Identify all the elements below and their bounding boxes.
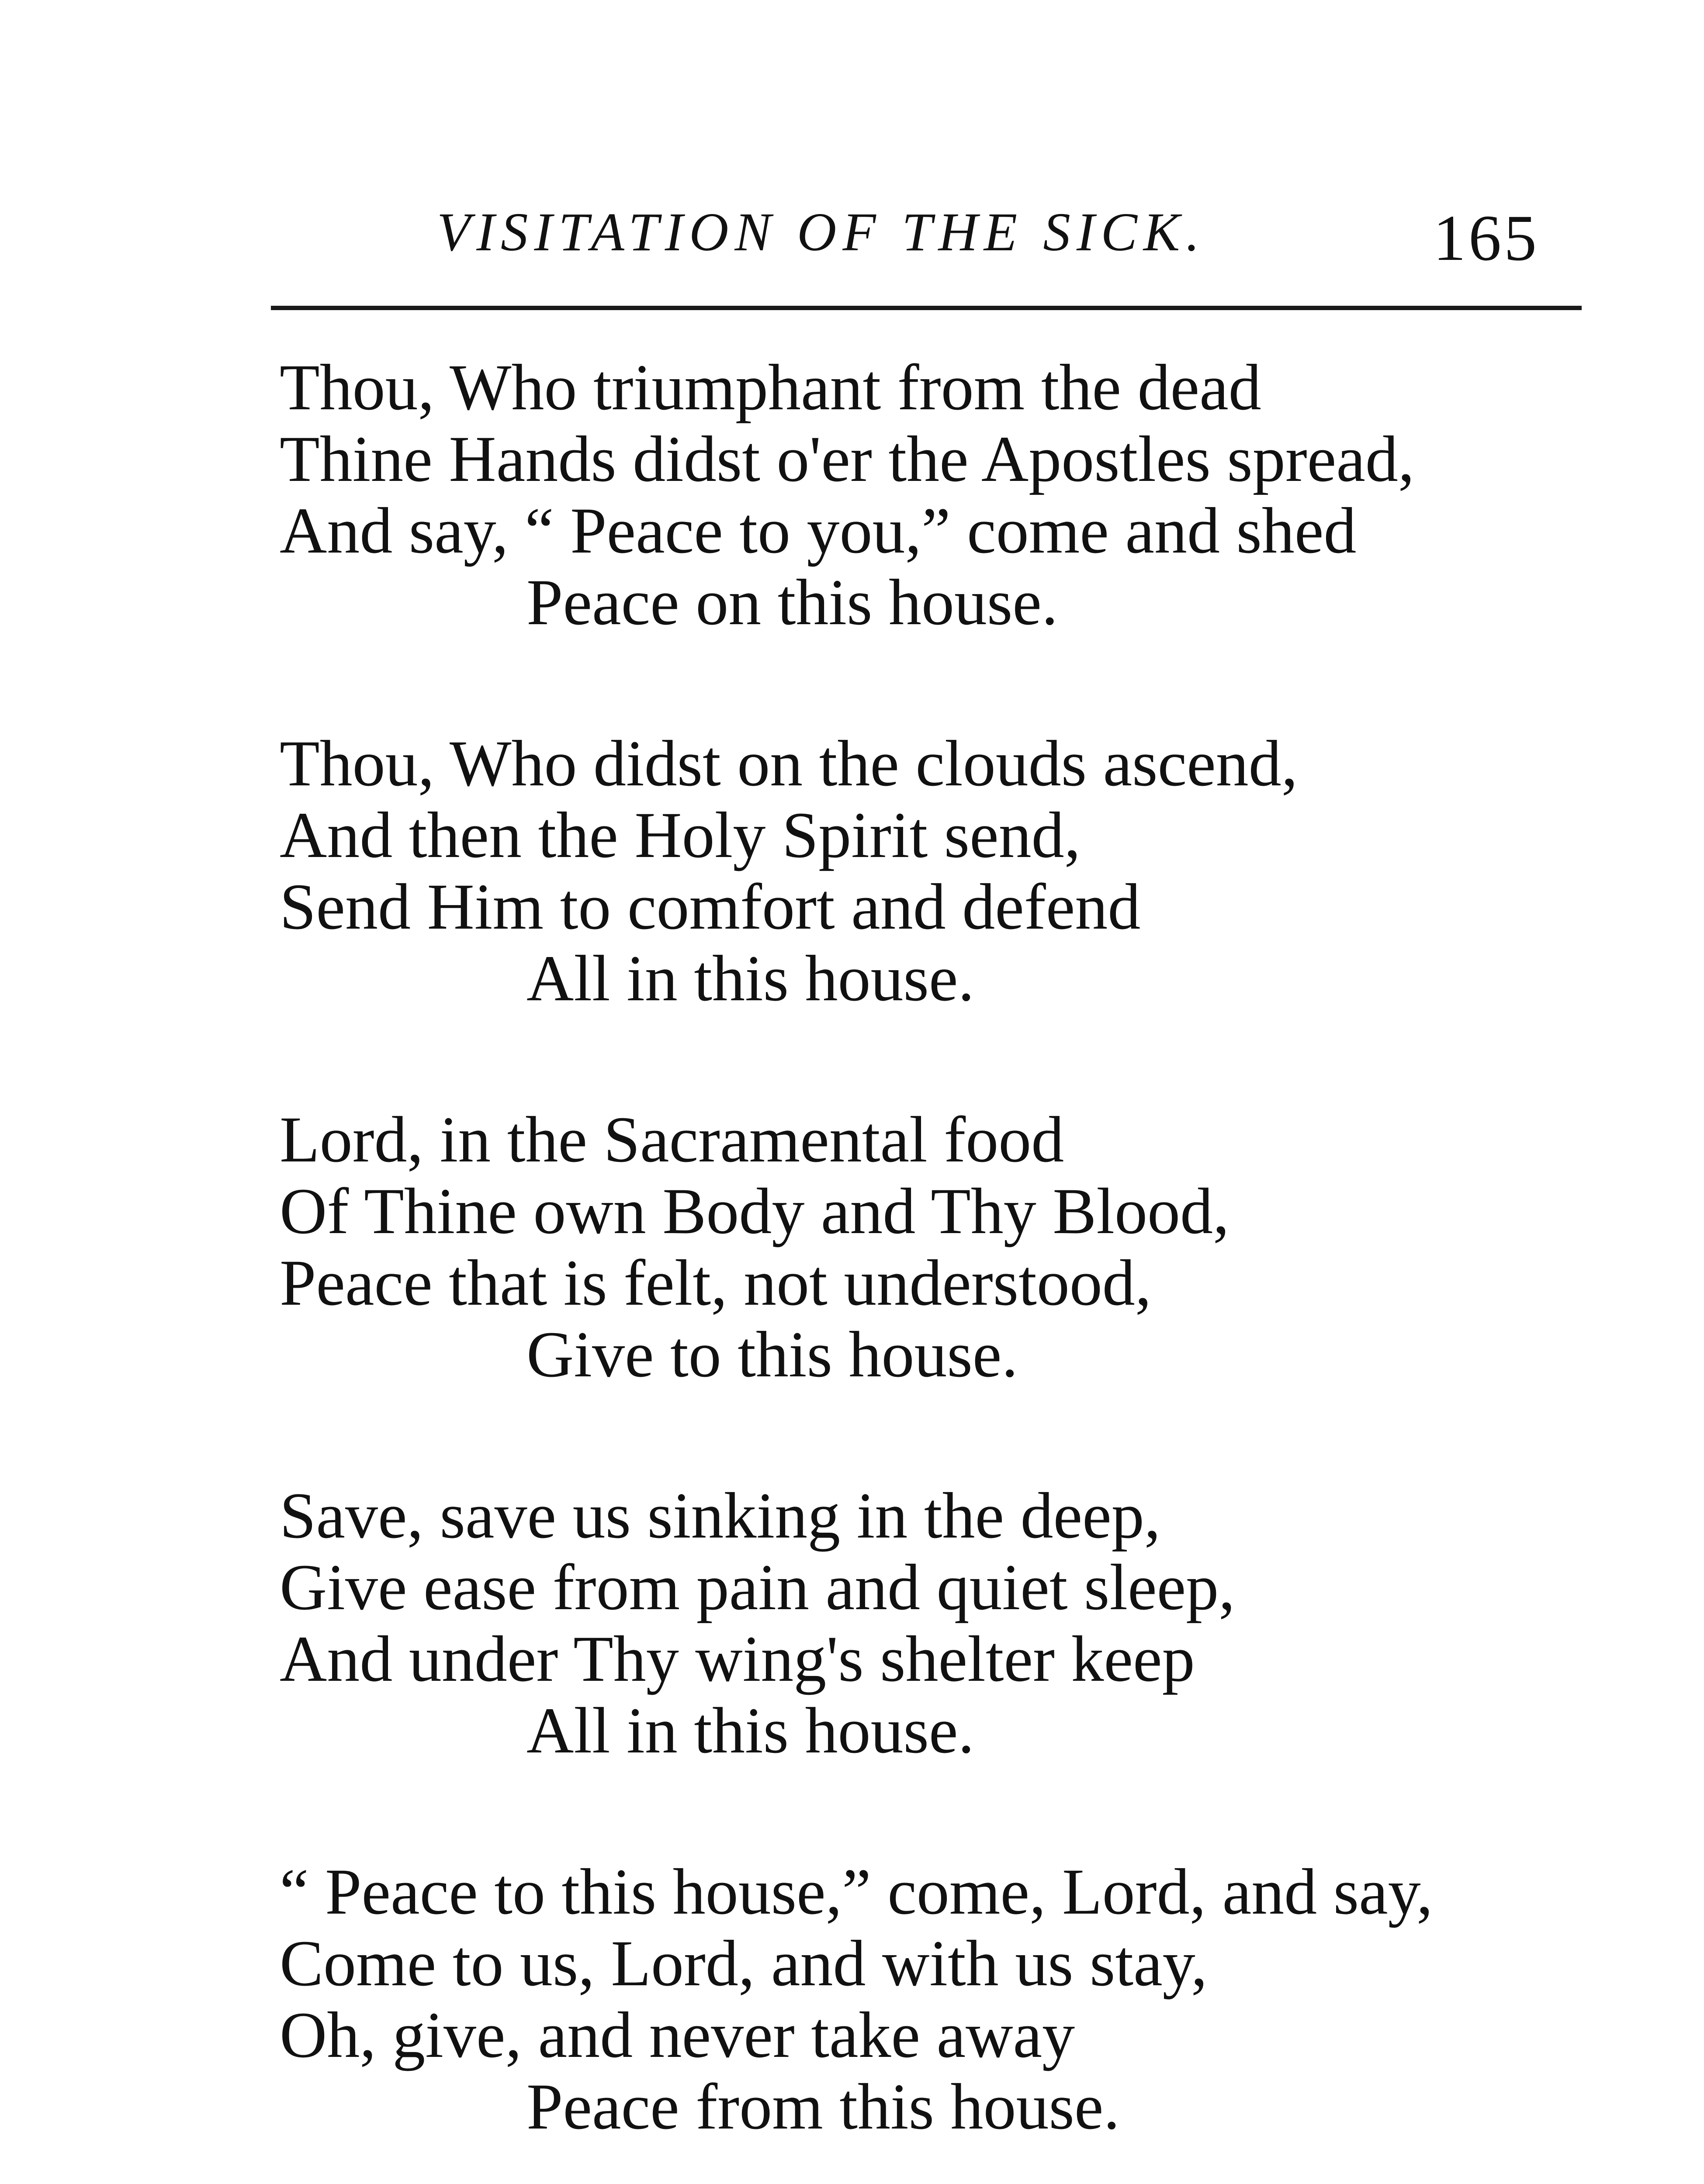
stanza — [280, 352, 1590, 638]
verse-line: Thou, Who didst on the clouds ascend, — [280, 727, 1298, 800]
stanza — [280, 1856, 1590, 2143]
verse-line: “ Peace to this house,” come, Lord, and say, — [280, 1856, 1433, 1928]
verse-line: Come to us, Lord, and with us stay, — [280, 1927, 1208, 2000]
poem — [280, 352, 1590, 2184]
verse-line: Give ease from pain and quiet sleep, — [280, 1551, 1235, 1624]
verse-line: Peace that is felt, not understood, — [280, 1247, 1152, 1319]
refrain-line: All in this house. — [526, 942, 975, 1015]
verse-line: Lord, in the Sacramental food — [280, 1103, 1064, 1176]
verse-line: And then the Holy Spirit send, — [280, 799, 1081, 871]
refrain-line: Peace from this house. — [526, 2070, 1120, 2143]
verse-line: And under Thy wing's shelter keep — [280, 1623, 1195, 1695]
refrain-line: Peace on this house. — [526, 566, 1058, 639]
verse-line: Save, save us sinking in the deep, — [280, 1479, 1161, 1552]
header-rule — [271, 306, 1582, 310]
verse-line: Thine Hands didst o'er the Apostles spread, — [280, 423, 1415, 495]
running-title: VISITATION OF THE SICK. — [437, 202, 1206, 263]
stanza — [280, 1104, 1590, 1390]
refrain-line: All in this house. — [526, 1694, 975, 1767]
stanza — [280, 728, 1590, 1014]
verse-line: Thou, Who triumphant from the dead — [280, 351, 1261, 424]
page-number: 165 — [1433, 202, 1539, 274]
verse-line: And say, “ Peace to you,” come and shed — [280, 494, 1357, 567]
verse-line: Send Him to comfort and defend — [280, 871, 1141, 943]
verse-line: Oh, give, and never take away — [280, 1999, 1075, 2071]
verse-line: Of Thine own Body and Thy Blood, — [280, 1175, 1230, 1248]
stanza — [280, 1480, 1590, 1766]
refrain-line: Give to this house. — [526, 1318, 1018, 1391]
